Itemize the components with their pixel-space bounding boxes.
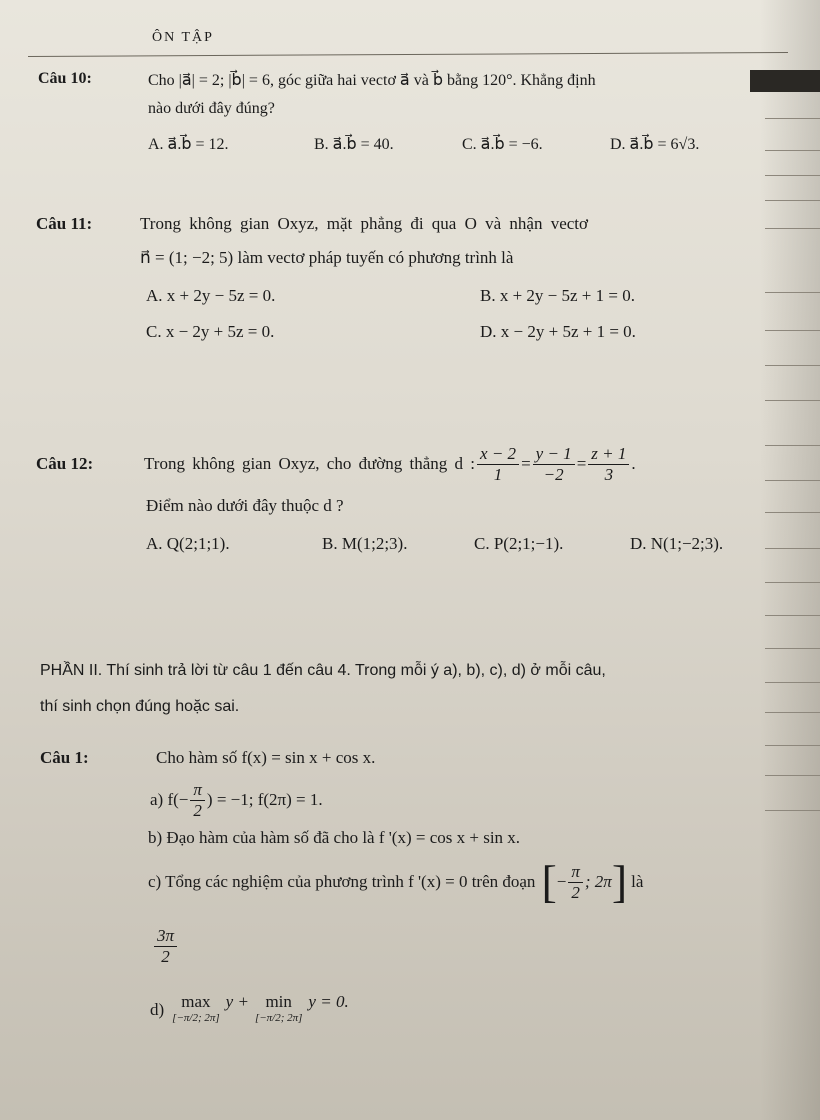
margin-line [765, 648, 820, 649]
statement-a-fraction [190, 780, 205, 821]
margin-line [765, 228, 820, 229]
margin-line [765, 292, 820, 293]
part-2-question-1-stem: Cho hàm số f(x) = sin x + cos x. [156, 748, 376, 767]
min-operator [255, 992, 302, 1024]
statement-a-suffix: ) = −1; f(2π) = 1. [206, 790, 323, 809]
statement-a-fraction-denominator: 2 [193, 800, 202, 820]
max-text: max [181, 992, 211, 1011]
statement-d-term2: y = 0. [308, 992, 349, 1011]
statement-d[interactable] [150, 992, 349, 1024]
dark-corner [750, 70, 820, 92]
margin-line [765, 745, 820, 746]
margin-line [765, 150, 820, 151]
fraction-y-denominator: −2 [543, 464, 564, 484]
margin-line [765, 175, 820, 176]
question-12-stem-line2: Điểm nào dưới đây thuộc d ? [146, 496, 344, 515]
margin-line [765, 512, 820, 513]
margin-line [765, 615, 820, 616]
statement-b[interactable]: b) Đạo hàm của hàm số đã cho là f '(x) = cos x + sin x. [148, 828, 521, 847]
question-11-option-a[interactable]: A. x + 2y − 5z = 0. [146, 286, 276, 305]
question-10-option-a[interactable]: A. a⃗.b⃗ = 12. [148, 136, 229, 153]
header-divider [28, 52, 788, 57]
fraction-z-numerator: z + 1 [588, 444, 629, 465]
max-operator [172, 992, 219, 1024]
equals-sign: = [576, 454, 587, 473]
question-12-option-b[interactable]: B. M(1;2;3). [322, 534, 408, 553]
fraction-x-denominator: 1 [493, 464, 503, 484]
part-2-instruction-line2: thí sinh chọn đúng hoặc sai. [40, 698, 240, 715]
question-10-label: Câu 10: [38, 70, 92, 87]
statement-c-answer-numerator: 3π [154, 926, 177, 947]
statement-c-fraction-denominator: 2 [571, 882, 580, 902]
statement-c-interval-end: ; 2π [584, 872, 612, 891]
margin-line [765, 445, 820, 446]
statement-a-prefix: a) f(− [150, 790, 189, 809]
margin-line [765, 118, 820, 119]
margin-line [765, 200, 820, 201]
question-11-option-d[interactable]: D. x − 2y + 5z + 1 = 0. [480, 322, 636, 341]
margin-line [765, 582, 820, 583]
question-12-label: Câu 12: [36, 454, 94, 473]
question-11-option-b[interactable]: B. x + 2y − 5z + 1 = 0. [480, 286, 635, 305]
statement-a[interactable] [150, 778, 323, 822]
question-10-option-b[interactable]: B. a⃗.b⃗ = 40. [314, 136, 394, 153]
line-fraction-z [588, 444, 629, 485]
line-fraction-x [477, 444, 519, 485]
statement-c-suffix: là [631, 872, 644, 891]
question-12-option-a[interactable]: A. Q(2;1;1). [146, 534, 230, 553]
margin-line [765, 400, 820, 401]
question-12-option-c[interactable]: C. P(2;1;−1). [474, 534, 564, 553]
fraction-z-denominator: 3 [604, 464, 614, 484]
section-header: ÔN TẬP [152, 30, 214, 45]
statement-c-answer [152, 926, 179, 967]
question-10-stem-line1: Cho |a⃗| = 2; |b⃗| = 6, góc giữa hai vectơ a⃗ và b⃗ bằng 120°. Khẳng định [148, 72, 596, 89]
right-bracket: ] [611, 856, 628, 907]
part-2-question-1-label: Câu 1: [40, 748, 89, 767]
question-11-option-c[interactable]: C. x − 2y + 5z = 0. [146, 322, 275, 341]
margin-line [765, 480, 820, 481]
margin-line [765, 548, 820, 549]
left-bracket: [ [541, 856, 557, 907]
statement-a-fraction-numerator: π [190, 780, 205, 801]
question-10-option-c[interactable]: C. a⃗.b⃗ = −6. [462, 136, 543, 153]
min-text: min [265, 992, 292, 1011]
statement-c-fraction-numerator: π [568, 862, 583, 883]
margin-line [765, 810, 820, 811]
fraction-x-numerator: x − 2 [477, 444, 519, 465]
margin-line [765, 712, 820, 713]
min-subscript: [−π/2; 2π] [254, 1012, 303, 1024]
margin-line [765, 365, 820, 366]
question-10-stem-line2: nào dưới đây đúng? [148, 100, 275, 117]
statement-c-answer-denominator: 2 [161, 947, 170, 966]
equals-sign: = [521, 454, 531, 473]
statement-d-term1: y + [225, 992, 249, 1011]
max-subscript: [−π/2; 2π] [172, 1012, 220, 1024]
question-12-stem-line1 [144, 434, 636, 494]
statement-c-minus: − [556, 872, 567, 891]
page-shadow [760, 0, 820, 1120]
statement-c-prefix: c) Tổng các nghiệm của phương trình f '(x) = 0 trên đoạn [148, 872, 536, 891]
margin-line [765, 775, 820, 776]
statement-c-answer-fraction [154, 926, 177, 967]
statement-c-fraction [568, 862, 583, 903]
question-12-stem-prefix: Trong không gian Oxyz, cho đường thẳng d : [144, 454, 476, 473]
question-11-stem-line2: n⃗ = (1; −2; 5) làm vectơ pháp tuyến có phương trình là [140, 248, 514, 267]
statement-d-label: d) [150, 1000, 165, 1019]
question-12-option-d[interactable]: D. N(1;−2;3). [630, 534, 724, 553]
stem-end-period: . [631, 454, 636, 473]
margin-line [765, 682, 820, 683]
question-10-option-d[interactable]: D. a⃗.b⃗ = 6√3. [610, 136, 700, 153]
question-11-stem-line1: Trong không gian Oxyz, mặt phẳng đi qua O và nhận vectơ [140, 214, 589, 233]
part-2-instruction-line1: PHẦN II. Thí sinh trả lời từ câu 1 đến câu 4. Trong mỗi ý a), b), c), d) ở mỗi câu, [40, 662, 606, 679]
fraction-y-numerator: y − 1 [533, 444, 575, 465]
question-11-label: Câu 11: [36, 214, 93, 233]
margin-line [765, 330, 820, 331]
statement-c[interactable] [148, 852, 643, 912]
line-fraction-y [533, 444, 575, 485]
